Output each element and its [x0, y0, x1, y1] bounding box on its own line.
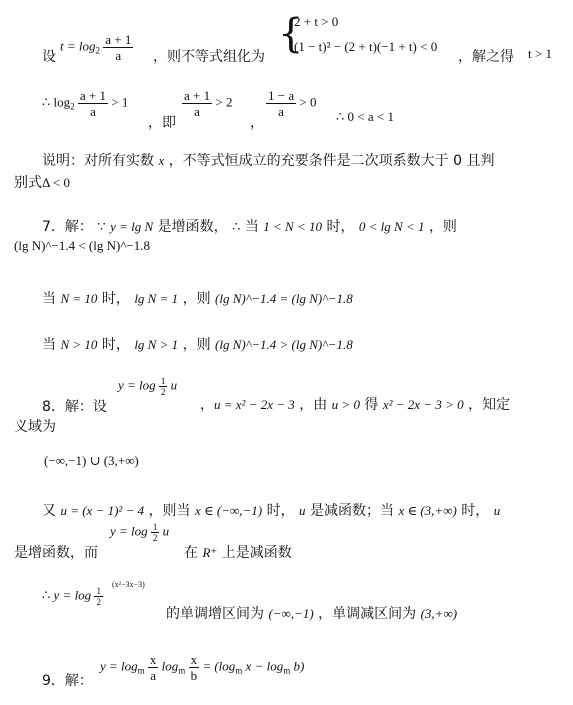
text-ji: ，即 [148, 115, 176, 131]
text-she: 设 [42, 49, 56, 65]
log-base: 2 [70, 101, 75, 112]
therefore-symbol: ∴ [232, 219, 241, 234]
p7-shi: 时， [326, 219, 355, 235]
p9-head: 9．解： [42, 673, 93, 689]
p7-yeq: y = lg N [110, 219, 154, 234]
p8-y2 [110, 522, 169, 543]
p8-ineq: x² − 2x − 3 > 0 [382, 397, 464, 412]
p9-eq: $y = \log_m$ $\frac{x}{a}$ $\log_m$ $\frac{x}{b}$ = ($\log_m$ $x - \log_m b$) [100, 652, 305, 683]
p7-ineq: (lg N)^−1.4 < (lg N)^−1.8 [14, 238, 151, 253]
p8-rplus: R⁺ [202, 545, 218, 560]
p7-range: 1 < N < 10 [263, 219, 322, 234]
note-text-a: 说明：对所有实数 [42, 153, 154, 169]
therefore-symbol: ∴ [42, 94, 51, 110]
p8-head: 8．解：设 [42, 399, 107, 415]
p8-y-log [118, 376, 177, 397]
p8-ueq: u = x² − 2x − 3 [214, 397, 295, 412]
eq-t-log [60, 32, 133, 63]
text-tail: ，解之得 [458, 49, 514, 65]
p8-zedang: ，则当 [148, 503, 191, 519]
p8-u3: u [162, 523, 170, 539]
note-x: x [158, 153, 165, 168]
p8-y3 [42, 586, 103, 607]
p7-r3-ze: ，则 [182, 337, 211, 353]
p8-u-dec: u [299, 503, 306, 518]
note-delta: Δ < 0 [42, 175, 70, 190]
eq-frac2 [182, 88, 232, 119]
p7-r2-lg: lg N = 1 [134, 291, 179, 306]
result-a-range: ∴ 0 < a < 1 [336, 109, 394, 124]
p8-u-end: u [493, 503, 501, 518]
p7-r3-eq: N > 10 [60, 337, 98, 352]
p9-rhs3: b) [293, 658, 305, 674]
frac-num: 1 [160, 376, 166, 386]
p8-shi1: 时， [266, 503, 295, 519]
p9-m3: m [235, 665, 243, 676]
p8-int2: (3,+∞) [420, 606, 458, 621]
p8-de: 得 [364, 397, 379, 413]
p8-exponent: (x²−3x−3) [112, 580, 145, 589]
log-base-half [151, 522, 160, 543]
p7-r3-res: (lg N)^−1.4 > (lg N)^−1.8 [215, 337, 353, 352]
p7-ze: ，则 [428, 219, 457, 235]
p7-r3-dang: 当 [42, 337, 56, 353]
p8-zai: 在 [184, 545, 198, 561]
frac-num: a + 1 [184, 88, 211, 103]
gt-zero: > 0 [299, 94, 317, 110]
system-eq2: (1 − t)² − (2 + t)(−1 + t) < 0 [294, 39, 438, 54]
p7-inc: 是增函数， [157, 219, 228, 235]
p9-m: m [137, 665, 145, 676]
p8-line2: 义域为 [14, 419, 56, 435]
p8-zhi: ，知定 [468, 397, 511, 413]
t-eq-text: t = log [60, 38, 96, 54]
frac-den: a [150, 668, 157, 683]
p7-r3-lg: lg N > 1 [134, 337, 179, 352]
system-brace: { [278, 11, 304, 57]
frac-den: 2 [96, 597, 101, 607]
frac-den: 2 [160, 387, 166, 397]
fraction-a1-over-a [103, 32, 133, 63]
eq-log-ineq [42, 88, 128, 119]
p7-r3-shi: 时， [101, 337, 130, 353]
frac-num: a + 1 [79, 88, 107, 103]
frac-num: 1 − a [268, 88, 295, 103]
p7-r2-eq: N = 10 [60, 291, 98, 306]
because-symbol: ∵ [97, 219, 106, 234]
note-text-b: ，不等式恒成立的充要条件是二次项系数大于 0 且判 [168, 153, 495, 169]
p9-m2: m [178, 665, 186, 676]
frac-num: 1 [152, 522, 158, 532]
p8-dec: 是减函数；当 [310, 503, 394, 519]
p7-line4 [42, 334, 353, 354]
gt-one: > 1 [111, 94, 129, 110]
p8-y2-text: y = log [110, 523, 148, 539]
p9-rhs2: x − log [245, 658, 284, 674]
p8-mono-inc: 的单调增区间为 [166, 606, 264, 622]
p7-lg: 0 < lg N < 1 [358, 219, 425, 234]
p7-line1 [42, 216, 457, 236]
frac-num: x [190, 652, 198, 667]
p8-line4 [42, 500, 500, 520]
p8-you2: 又 [42, 503, 56, 519]
p9-rhs: = (log [202, 658, 236, 674]
p8-in2: x ∈ (3,+∞) [398, 503, 457, 518]
frac-den: b [190, 668, 198, 683]
note-line2 [14, 172, 70, 192]
frac-den: a [115, 48, 122, 63]
p7-r2-dang: 当 [42, 291, 56, 307]
p9-y: y = log [100, 658, 138, 674]
log-base: 2 [95, 45, 100, 56]
p8-u: u [170, 377, 178, 393]
fraction-1 [78, 88, 108, 119]
log-base-half [94, 586, 103, 607]
p8-dec2: 上是减函数 [221, 545, 292, 561]
p7-dang: 当 [244, 219, 259, 235]
p8-in1: x ∈ (−∞,−1) [195, 503, 263, 518]
p8-u2: u = (x − 1)² − 4 [60, 503, 145, 518]
p7-r2-shi: 时， [101, 291, 130, 307]
p8-zai-line [184, 542, 292, 562]
frac-num: 1 [96, 586, 101, 596]
p8-domain: (−∞,−1) ∪ (3,+∞) [44, 453, 139, 468]
fraction-x-a [148, 652, 159, 683]
p8-ugt: u > 0 [331, 397, 360, 412]
frac-den: a [194, 104, 200, 119]
therefore-symbol: ∴ [42, 587, 51, 603]
frac-den: 2 [152, 533, 158, 543]
note-line1 [42, 150, 495, 170]
eq-frac3 [266, 88, 316, 119]
p8-line1 [42, 396, 107, 416]
p7-r2-res: (lg N)^−1.4 = (lg N)^−1.8 [215, 291, 353, 306]
fraction-2 [182, 88, 212, 119]
text-mid: ，则不等式组化为 [153, 49, 265, 65]
p7-head: 7．解： [42, 219, 93, 235]
frac-den: a [278, 104, 284, 119]
fraction-x-b [189, 652, 200, 683]
system-eq1: 2 + t > 0 [294, 14, 339, 29]
note-text-c: 别式 [14, 175, 42, 191]
p8-y3-text: y = log [53, 587, 92, 603]
log-base-half [159, 376, 168, 397]
fraction-3 [266, 88, 296, 119]
result-t: t > 1 [528, 46, 552, 61]
p7-r2-ze: ，则 [182, 291, 211, 307]
p7-line3 [42, 288, 353, 308]
log-text: log [53, 94, 71, 110]
p8-you: ，由 [299, 397, 328, 413]
p8-line5: 是增函数，而 [14, 545, 98, 561]
frac-num: x [149, 652, 157, 667]
frac-den: a [90, 104, 96, 119]
gt-two: > 2 [215, 94, 233, 110]
p8-mono-dec: ，单调减区间为 [318, 606, 417, 622]
p8-line7 [166, 603, 457, 623]
p8-y-text: y = log [118, 377, 156, 393]
p8-int1: (−∞,−1) [268, 606, 314, 621]
p8-shi2: 时， [461, 503, 490, 519]
p9-m4: m [283, 665, 291, 676]
p8-line1b: ，u = x² − 2x − 3 ，由 u > 0 得 x² − 2x − 3 > 0 ，知定 [200, 397, 511, 413]
frac-num: a + 1 [105, 32, 132, 47]
text-comma: ， [250, 115, 264, 131]
